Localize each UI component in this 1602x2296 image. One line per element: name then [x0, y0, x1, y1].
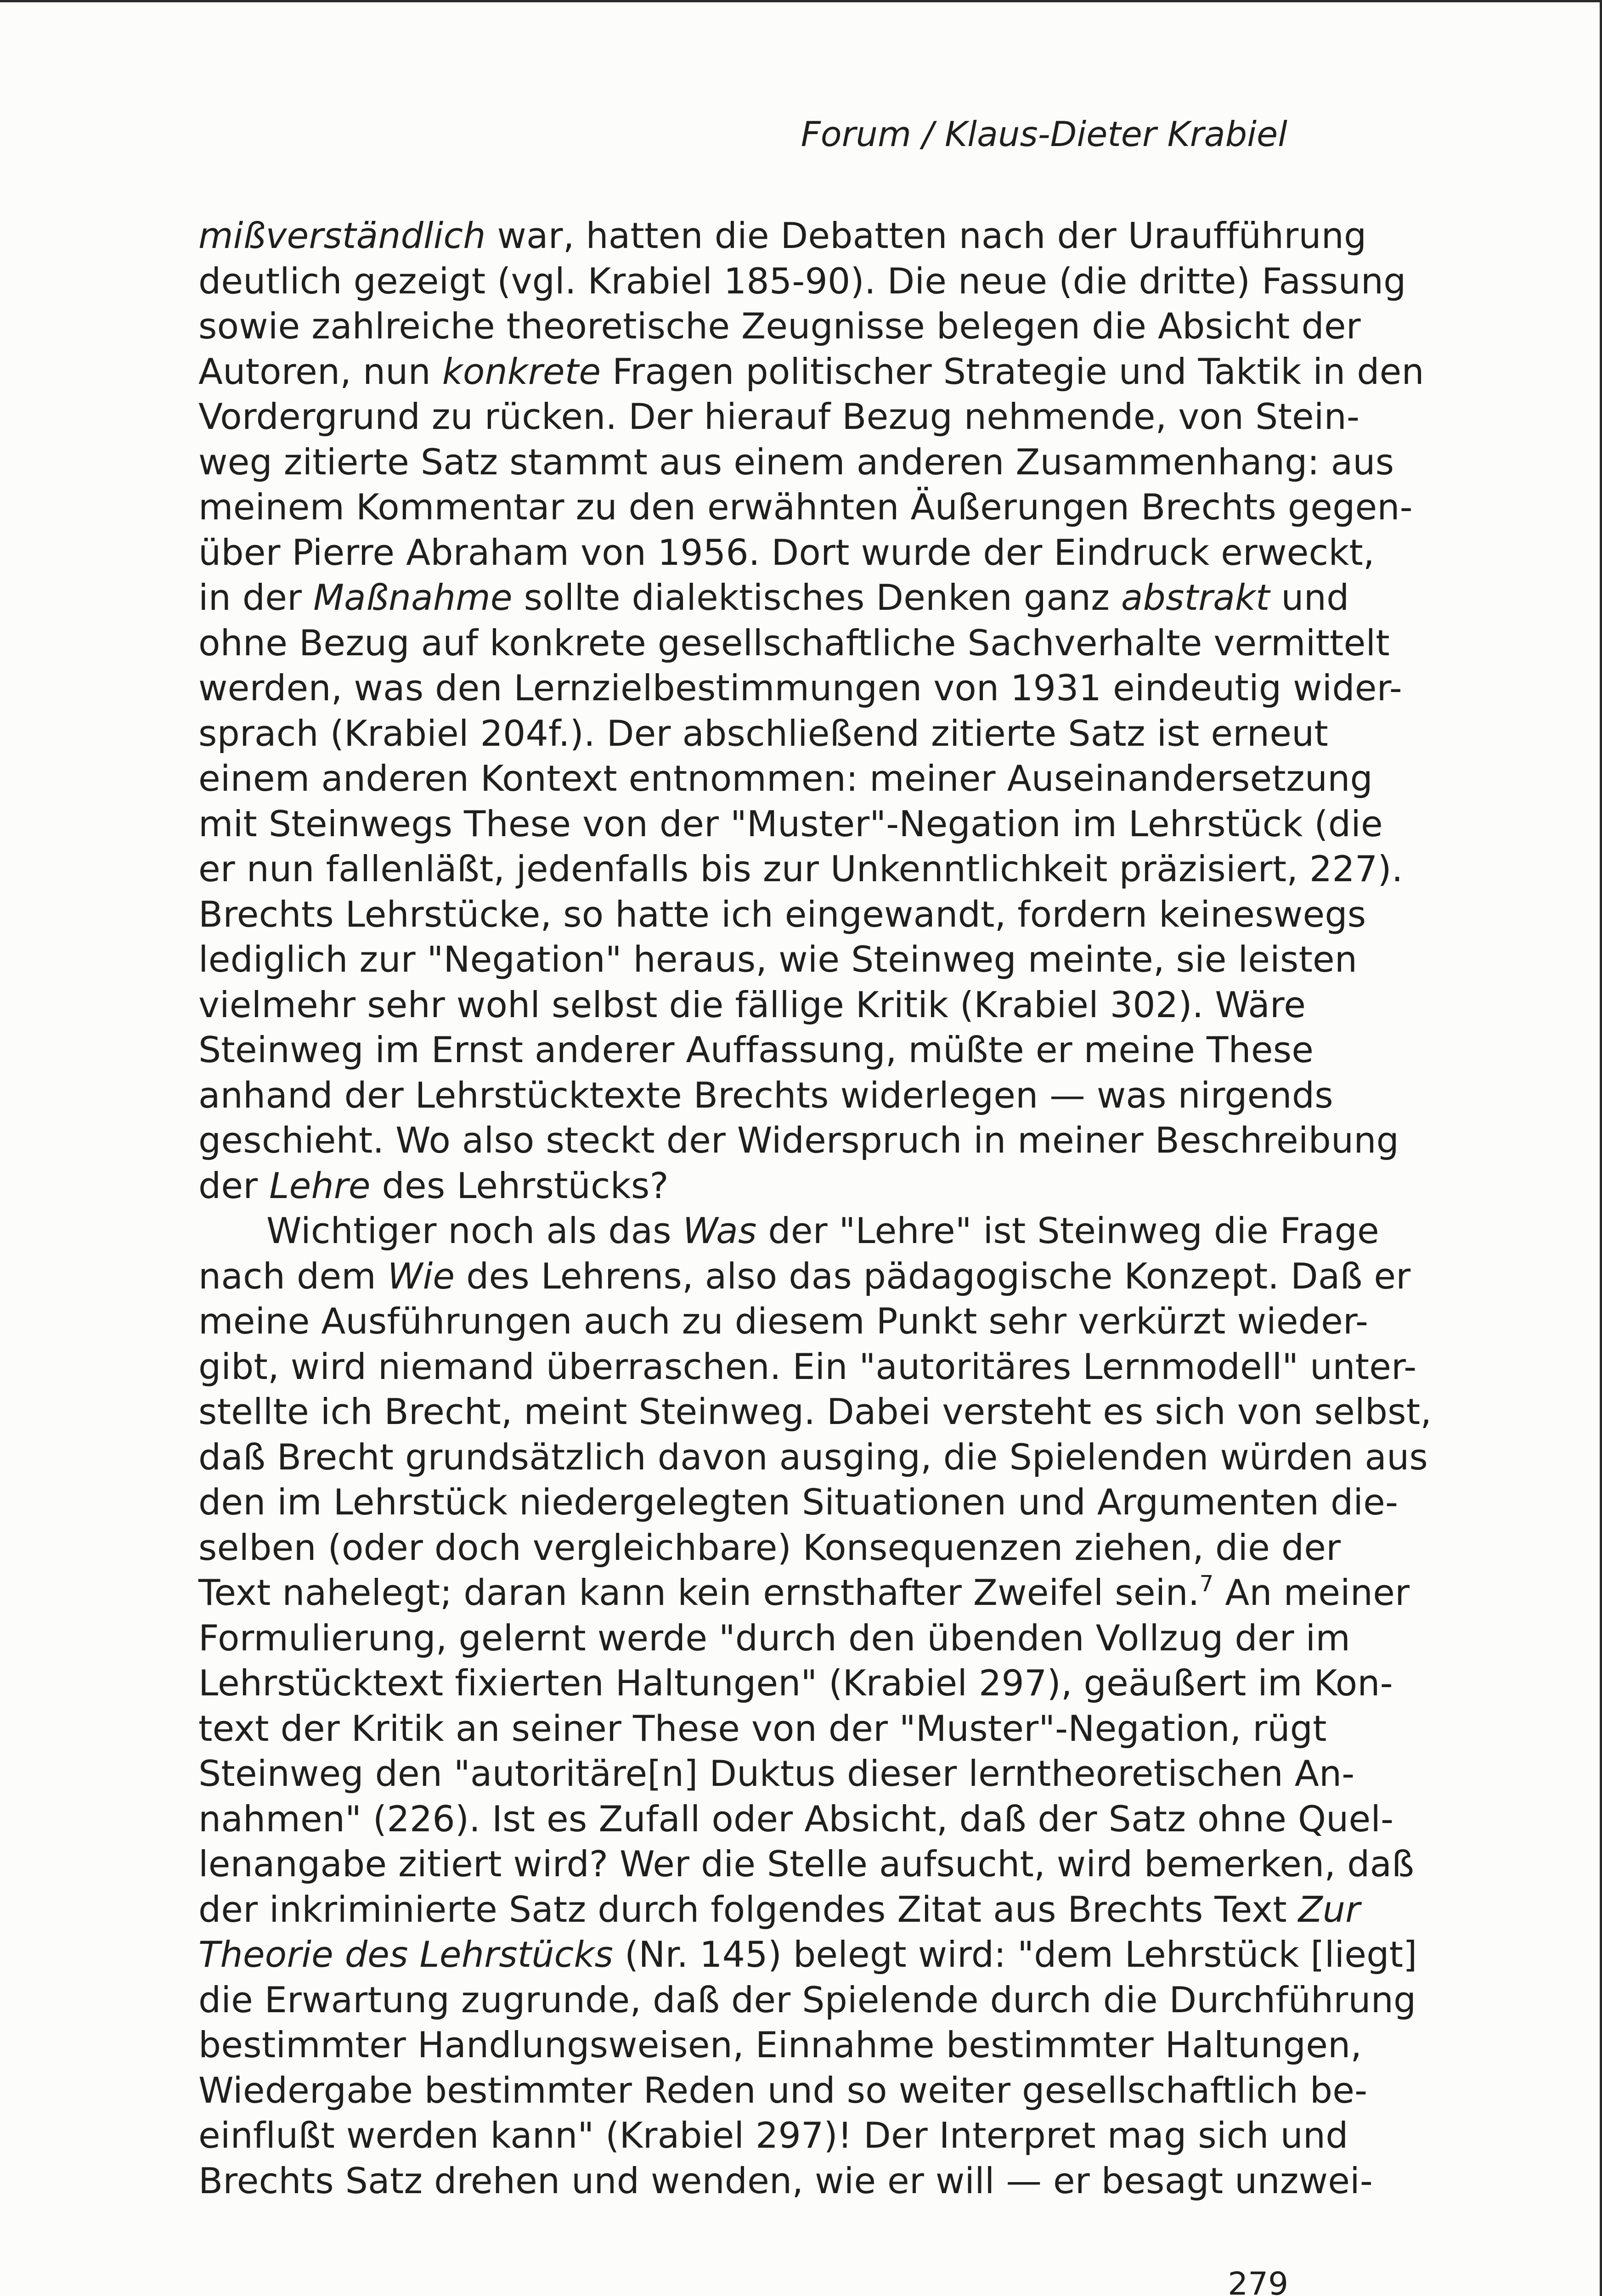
- text-line: Steinweg den "autoritäre[n] Duktus dieser lerntheoretischen An-: [198, 1753, 1355, 1795]
- text-line: Theorie des Lehrstücks (Nr. 145) belegt wird: "dem Lehrstück [liegt]: [198, 1934, 1417, 1975]
- text-line: der inkriminierte Satz durch folgendes Zitat aus Brechts Text Zur: [198, 1889, 1360, 1930]
- text-line: Steinweg im Ernst anderer Auffassung, müßte er meine These: [198, 1030, 1314, 1071]
- text-line: den im Lehrstück niedergelegten Situationen und Argumenten die-: [198, 1482, 1399, 1523]
- text-line: Text nahelegt; daran kann kein ernsthafter Zweifel sein.$^7$ An meiner: [198, 1571, 1410, 1614]
- text-line: nahmen" (226). Ist es Zufall oder Absicht, daß der Satz ohne Quel-: [198, 1798, 1394, 1840]
- text-line: Lehrstücktext fixierten Haltungen" (Krabiel 297), geäußert im Kon-: [198, 1663, 1393, 1704]
- italic-term: konkrete: [442, 351, 601, 393]
- text-line: deutlich gezeigt (vgl. Krabiel 185-90). Die neue (die dritte) Fassung: [198, 260, 1406, 302]
- paragraph-first-line: Wichtiger noch als das Was der "Lehre" ist Steinweg die Frage: [266, 1210, 1379, 1252]
- italic-term: Wie: [387, 1255, 455, 1297]
- text-line: über Pierre Abraham von 1956. Dort wurde der Eindruck erweckt,: [198, 532, 1375, 574]
- italic-term: Lehre: [269, 1165, 371, 1207]
- text-line: die Erwartung zugrunde, daß der Spielende durch die Durchführung: [198, 1979, 1416, 2021]
- italic-term: abstrakt: [1121, 577, 1270, 619]
- text-line: weg zitierte Satz stammt aus einem anderen Zusammenhang: aus: [198, 441, 1394, 483]
- text-line: daß Brecht grundsätzlich davon ausging, die Spielenden würden aus: [198, 1436, 1428, 1478]
- text-line: er nun fallenläßt, jedenfalls bis zur Unkenntlichkeit präzisiert, 227).: [198, 849, 1403, 890]
- text-line: vielmehr sehr wohl selbst die fällige Kritik (Krabiel 302). Wäre: [198, 984, 1306, 1026]
- italic-term: mißverständlich: [198, 215, 486, 257]
- text-line: sprach (Krabiel 204f.). Der abschließend zitierte Satz ist erneut: [198, 713, 1329, 754]
- text-line: selben (oder doch vergleichbare) Konsequenzen ziehen, die der: [198, 1527, 1341, 1569]
- text-line: Brechts Lehrstücke, so hatte ich eingewandt, fordern keineswegs: [198, 894, 1366, 935]
- text-line: einflußt werden kann" (Krabiel 297)! Der Interpret mag sich und: [198, 2115, 1348, 2156]
- text-line: einem anderen Kontext entnommen: meiner Auseinandersetzung: [198, 758, 1373, 799]
- text-line: meinem Kommentar zu den erwähnten Äußerungen Brechts gegen-: [198, 487, 1413, 528]
- page-number: 279: [1228, 2266, 1288, 2296]
- running-header: Forum / Klaus-Dieter Krabiel: [801, 114, 1287, 154]
- text-line: werden, was den Lernzielbestimmungen von 1931 eindeutig wider-: [198, 668, 1402, 709]
- text-line: mißverständlich war, hatten die Debatten nach der Uraufführung: [198, 215, 1367, 257]
- text-line: text der Kritik an seiner These von der "Muster"-Negation, rügt: [198, 1708, 1327, 1750]
- italic-term: Zur: [1298, 1889, 1360, 1930]
- text-line: lenangabe zitiert wird? Wer die Stelle aufsucht, wird bemerken, daß: [198, 1844, 1415, 1885]
- body-text: [198, 214, 1432, 2204]
- footnote-marker: 7: [1199, 1571, 1214, 1597]
- text-line: meine Ausführungen auch zu diesem Punkt sehr verkürzt wieder-: [198, 1301, 1369, 1342]
- italic-term: Was: [683, 1210, 757, 1252]
- text-line: ohne Bezug auf konkrete gesellschaftliche Sachverhalte vermittelt: [198, 622, 1390, 664]
- italic-term: Theorie des Lehrstücks: [198, 1934, 614, 1975]
- text-line: Brechts Satz drehen und wenden, wie er will — er besagt unzwei-: [198, 2160, 1373, 2202]
- text-line: bestimmter Handlungsweisen, Einnahme bestimmter Haltungen,: [198, 2025, 1362, 2066]
- italic-term: Maßnahme: [313, 577, 513, 619]
- text-line: der Lehre des Lehrstücks?: [198, 1165, 669, 1207]
- text-line: geschieht. Wo also steckt der Widerspruch in meiner Beschreibung: [198, 1120, 1399, 1161]
- text-line: Formulierung, gelernt werde "durch den übenden Vollzug der im: [198, 1617, 1351, 1659]
- text-line: gibt, wird niemand überraschen. Ein "autoritäres Lernmodell" unter-: [198, 1346, 1417, 1388]
- text-line: sowie zahlreiche theoretische Zeugnisse belegen die Absicht der: [198, 306, 1361, 347]
- text-line: Autoren, nun konkrete Fragen politischer Strategie und Taktik in den: [198, 351, 1424, 393]
- text-line: lediglich zur "Negation" heraus, wie Steinweg meinte, sie leisten: [198, 939, 1358, 980]
- text-line: stellte ich Brecht, meint Steinweg. Dabei versteht es sich von selbst,: [198, 1391, 1432, 1433]
- text-line: Wiedergabe bestimmter Reden und so weiter gesellschaftlich be-: [198, 2070, 1368, 2111]
- text-line: nach dem Wie des Lehrens, also das pädagogische Konzept. Daß er: [198, 1255, 1411, 1297]
- text-line: anhand der Lehrstücktexte Brechts widerlegen — was nirgends: [198, 1075, 1333, 1116]
- text-line: mit Steinwegs These von der "Muster"-Negation im Lehrstück (die: [198, 803, 1383, 845]
- text-line: in der Maßnahme sollte dialektisches Denken ganz abstrakt und: [198, 577, 1349, 619]
- text-line: Vordergrund zu rücken. Der hierauf Bezug nehmende, von Stein-: [198, 396, 1360, 438]
